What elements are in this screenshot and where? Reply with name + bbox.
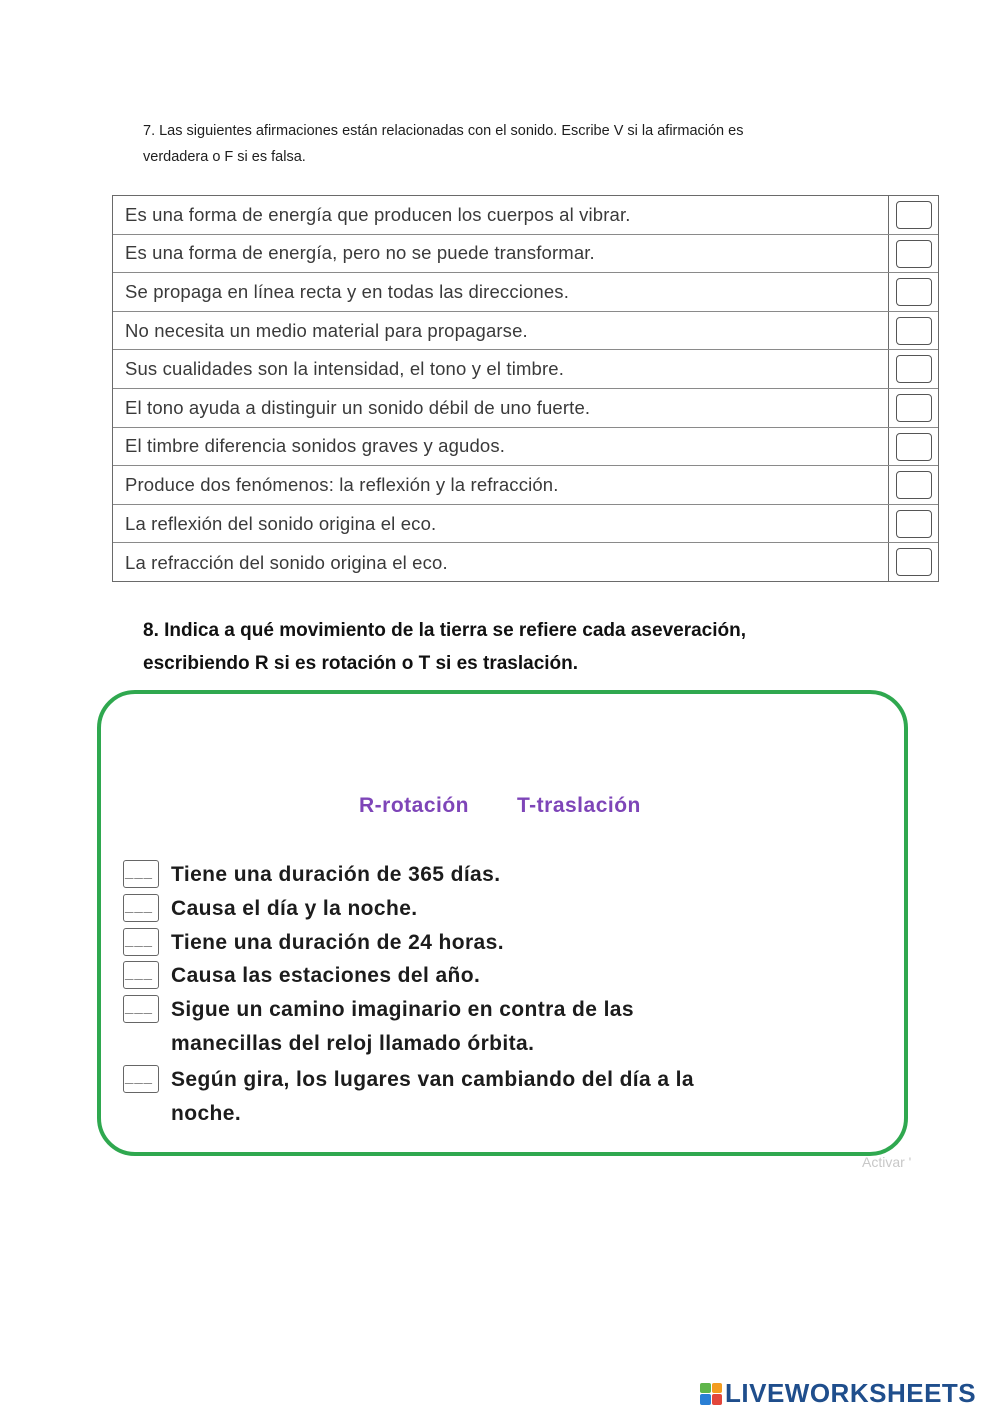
question-8-instructions-line-2: escribiendo R si es rotación o T si es traslación.: [143, 653, 579, 674]
blank-marker: ___: [125, 965, 154, 982]
question-8-instructions: [143, 614, 903, 680]
question-7-instructions-line-2: verdadera o F si es falsa.: [143, 149, 306, 165]
table-row: [113, 466, 938, 505]
column-divider: [888, 389, 889, 427]
statement-text: Es una forma de energía que producen los cuerpos al vibrar.: [125, 203, 631, 225]
statement-text: No necesita un medio material para propagarse.: [125, 319, 528, 341]
blank-marker: ___: [125, 932, 154, 949]
rotation-translation-panel: [97, 690, 908, 1156]
column-divider: [888, 273, 889, 311]
question-7-instructions-line-1: 7. Las siguientes afirmaciones están relacionadas con el sonido. Escribe V si la afirmación es: [143, 123, 744, 139]
answer-input-6[interactable]: [896, 394, 932, 422]
item-text: Según gira, los lugares van cambiando del día a la: [171, 1068, 694, 1091]
item-text: Tiene una duración de 365 días.: [171, 863, 501, 886]
item-text: Tiene una duración de 24 horas.: [171, 931, 504, 954]
column-divider: [888, 466, 889, 504]
answer-input-1[interactable]: [896, 201, 932, 229]
column-divider: [888, 312, 889, 350]
legend: [359, 794, 641, 818]
statement-text: El tono ayuda a distinguir un sonido débil de uno fuerte.: [125, 396, 591, 418]
table-row: [113, 273, 938, 312]
column-divider: [888, 350, 889, 388]
statement-text: El timbre diferencia sonidos graves y agudos.: [125, 435, 506, 457]
blank-marker: ___: [125, 1069, 154, 1086]
statement-text: Sus cualidades son la intensidad, el tono y el timbre.: [125, 358, 564, 380]
column-divider: [888, 196, 889, 234]
item-text: Causa el día y la noche.: [171, 897, 418, 920]
answer-input-5[interactable]: [896, 355, 932, 383]
answer-input-8[interactable]: [896, 471, 932, 499]
answer-input-4[interactable]: [896, 317, 932, 345]
activation-watermark: Activar ': [862, 1154, 912, 1170]
item-text-continued: noche.: [171, 1102, 242, 1125]
item-text: Sigue un camino imaginario en contra de las: [171, 998, 634, 1021]
answer-input-10[interactable]: [896, 548, 932, 576]
legend-translation: T-traslación: [517, 794, 641, 817]
table-row: [113, 312, 938, 351]
answer-input-2[interactable]: [896, 240, 932, 268]
brand-name: LIVEWORKSHEETS: [725, 1378, 977, 1408]
item-text: Causa las estaciones del año.: [171, 964, 481, 987]
column-divider: [888, 235, 889, 273]
column-divider: [888, 543, 889, 582]
answer-input-9[interactable]: [896, 510, 932, 538]
blank-marker: ___: [125, 999, 154, 1016]
item-text-continued: manecillas del reloj llamado órbita.: [171, 1032, 535, 1055]
liveworksheets-logo-icon: [700, 1383, 722, 1405]
table-row: [113, 428, 938, 467]
statement-text: Se propaga en línea recta y en todas las direcciones.: [125, 280, 570, 302]
answer-input-3[interactable]: [896, 278, 932, 306]
column-divider: [888, 505, 889, 543]
table-row: [113, 350, 938, 389]
statement-text: Es una forma de energía, pero no se puede transformar.: [125, 242, 595, 264]
question-8-instructions-line-1: 8. Indica a qué movimiento de la tierra se refiere cada aseveración,: [143, 620, 746, 641]
table-row: [113, 543, 938, 582]
liveworksheets-brand: [700, 1378, 976, 1409]
question-7-instructions: [143, 118, 863, 170]
statement-text: La refracción del sonido origina el eco.: [125, 551, 448, 573]
table-row: [113, 235, 938, 274]
table-row: [113, 196, 938, 235]
blank-marker: ___: [125, 864, 154, 881]
column-divider: [888, 428, 889, 466]
table-row: [113, 389, 938, 428]
legend-rotation: R-rotación: [359, 794, 469, 817]
table-row: [113, 505, 938, 544]
statement-text: La reflexión del sonido origina el eco.: [125, 512, 437, 534]
statement-text: Produce dos fenómenos: la reflexión y la refracción.: [125, 473, 559, 495]
true-false-table: [112, 195, 939, 582]
blank-marker: ___: [125, 898, 154, 915]
answer-input-7[interactable]: [896, 433, 932, 461]
